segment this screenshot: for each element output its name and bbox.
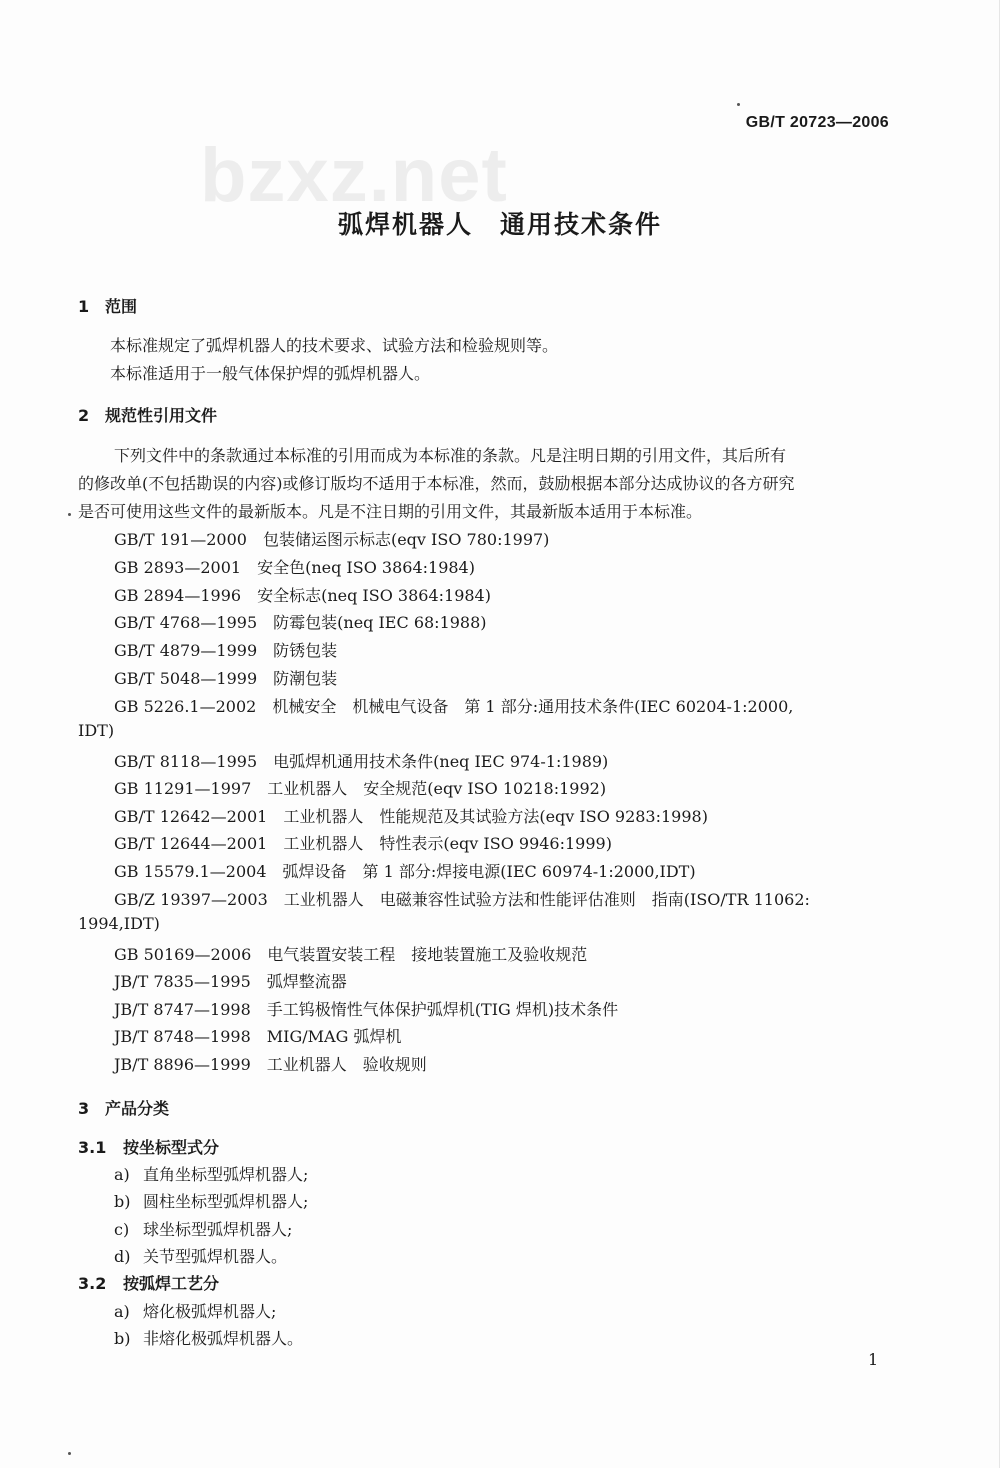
section-title: 规范性引用文件 <box>105 406 218 425</box>
list-text: 球坐标型弧焊机器人; <box>143 1220 293 1239</box>
list-item <box>114 1217 292 1240</box>
reference-title: 防锈包装 <box>273 641 338 660</box>
reference-code: GB/T 4879—1999 <box>114 641 258 660</box>
list-text: 熔化极弧焊机器人; <box>143 1302 277 1321</box>
reference-title: 工业机器人 电磁兼容性试验方法和性能评估准则 指南(ISO/TR 11062: <box>283 890 810 909</box>
scan-speck <box>68 513 71 516</box>
list-text: 非熔化极弧焊机器人。 <box>143 1329 304 1348</box>
document-title: 弧焊机器人 通用技术条件 <box>337 210 662 239</box>
intro-line: 是否可使用这些文件的最新版本。凡是不注日期的引用文件，其最新版本适用于本标准。 <box>78 502 703 521</box>
reference-title: 弧焊设备 第 1 部分:焊接电源(IEC 60974-1:2000,IDT) <box>282 862 696 881</box>
reference-item <box>114 831 612 854</box>
reference-title: 机械安全 机械电气设备 第 1 部分:通用技术条件(IEC 60204-1:2000, <box>272 697 794 716</box>
reference-code: JB/T 8747—1998 <box>114 1000 251 1019</box>
reference-item <box>114 859 696 882</box>
reference-code: GB/T 5048—1999 <box>114 669 258 688</box>
watermark-text: bzxz.net <box>200 133 508 218</box>
paragraph: 本标准适用于一般气体保护焊的弧焊机器人。 <box>110 364 431 383</box>
intro-line: 的修改单(不包括勘误的内容)或修订版均不适用于本标准，然而，鼓励根据本部分达成协议的各方研究 <box>78 474 795 493</box>
reference-item <box>114 666 337 689</box>
scan-speck <box>68 1452 71 1455</box>
reference-title: 电弧焊机通用技术条件(neq IEC 974-1:1989) <box>273 752 609 771</box>
reference-code: GB 2894—1996 <box>114 586 242 605</box>
scan-speck <box>737 103 740 106</box>
reference-code: JB/T 8896—1999 <box>114 1055 251 1074</box>
reference-item <box>114 555 475 578</box>
reference-code: GB 2893—2001 <box>114 558 242 577</box>
reference-item <box>114 638 337 661</box>
list-item <box>114 1326 303 1349</box>
section-number: 3 <box>78 1099 90 1118</box>
reference-item <box>114 804 708 827</box>
reference-title: 安全标志(neq ISO 3864:1984) <box>257 586 491 605</box>
reference-item <box>114 1024 401 1047</box>
list-marker: a) <box>114 1302 130 1321</box>
reference-code: GB 15579.1—2004 <box>114 862 267 881</box>
section-title: 范围 <box>105 297 138 316</box>
section-title: 产品分类 <box>105 1099 170 1118</box>
reference-item <box>114 694 793 717</box>
reference-item <box>114 527 549 550</box>
list-item <box>114 1189 308 1212</box>
reference-code: GB/T 4768—1995 <box>114 613 258 632</box>
reference-item <box>114 969 347 992</box>
reference-code: GB/T 12644—2001 <box>114 834 268 853</box>
intro-line: 下列文件中的条款通过本标准的引用而成为本标准的条款。凡是注明日期的引用文件，其后所有 <box>114 446 787 465</box>
reference-title: 安全色(neq ISO 3864:1984) <box>257 558 475 577</box>
list-marker: c) <box>114 1220 130 1239</box>
reference-title: 电气装置安装工程 接地装置施工及验收规范 <box>267 945 588 964</box>
subsection-title: 按弧焊工艺分 <box>123 1274 220 1293</box>
reference-title: MIG/MAG 弧焊机 <box>266 1027 402 1046</box>
reference-title: 防潮包装 <box>273 669 338 688</box>
section-1-heading <box>78 294 137 317</box>
section-number: 2 <box>78 406 90 425</box>
reference-item <box>114 942 587 965</box>
reference-title: 弧焊整流器 <box>266 972 347 991</box>
reference-title: 包装储运图示标志(eqv ISO 780:1997) <box>262 530 550 549</box>
paragraph: 本标准规定了弧焊机器人的技术要求、试验方法和检验规则等。 <box>110 336 559 355</box>
reference-item <box>114 583 491 606</box>
reference-code: GB/T 8118—1995 <box>114 752 258 771</box>
subsection-3-2-heading <box>78 1271 219 1294</box>
list-item <box>114 1244 287 1267</box>
reference-item <box>114 1052 427 1075</box>
list-item <box>114 1162 308 1185</box>
list-marker: b) <box>114 1192 131 1211</box>
section-2-heading <box>78 403 217 426</box>
reference-code: GB 50169—2006 <box>114 945 252 964</box>
list-item <box>114 1299 276 1322</box>
reference-title: 工业机器人 特性表示(eqv ISO 9946:1999) <box>283 834 612 853</box>
reference-item <box>114 997 618 1020</box>
reference-item <box>114 887 810 910</box>
list-marker: d) <box>114 1247 131 1266</box>
list-marker: b) <box>114 1329 131 1348</box>
reference-item <box>114 776 606 799</box>
reference-code: JB/T 7835—1995 <box>114 972 251 991</box>
list-marker: a) <box>114 1165 130 1184</box>
reference-code: GB 5226.1—2002 <box>114 697 257 716</box>
subsection-title: 按坐标型式分 <box>123 1138 220 1157</box>
subsection-3-1-heading <box>78 1135 219 1158</box>
section-3-heading <box>78 1096 169 1119</box>
section-number: 1 <box>78 297 90 316</box>
reference-title: 手工钨极惰性气体保护弧焊机(TIG 焊机)技术条件 <box>266 1000 619 1019</box>
reference-continuation: IDT) <box>78 721 115 740</box>
reference-title: 工业机器人 性能规范及其试验方法(eqv ISO 9283:1998) <box>283 807 708 826</box>
reference-code: GB/T 12642—2001 <box>114 807 268 826</box>
reference-code: GB 11291—1997 <box>114 779 252 798</box>
reference-title: 工业机器人 安全规范(eqv ISO 10218:1992) <box>267 779 607 798</box>
subsection-number: 3.2 <box>78 1274 107 1293</box>
subsection-number: 3.1 <box>78 1138 107 1157</box>
reference-code: GB/Z 19397—2003 <box>114 890 268 909</box>
reference-code: JB/T 8748—1998 <box>114 1027 251 1046</box>
reference-item <box>114 749 608 772</box>
list-text: 直角坐标型弧焊机器人; <box>143 1165 309 1184</box>
reference-title: 工业机器人 验收规则 <box>266 1055 427 1074</box>
reference-continuation: 1994,IDT) <box>78 914 160 933</box>
list-text: 圆柱坐标型弧焊机器人; <box>143 1192 309 1211</box>
page-number: 1 <box>868 1350 879 1369</box>
reference-code: GB/T 191—2000 <box>114 530 247 549</box>
list-text: 关节型弧焊机器人。 <box>143 1247 288 1266</box>
standard-code: GB/T 20723—2006 <box>745 114 889 131</box>
reference-item <box>114 610 487 633</box>
reference-title: 防霉包装(neq IEC 68:1988) <box>273 613 487 632</box>
